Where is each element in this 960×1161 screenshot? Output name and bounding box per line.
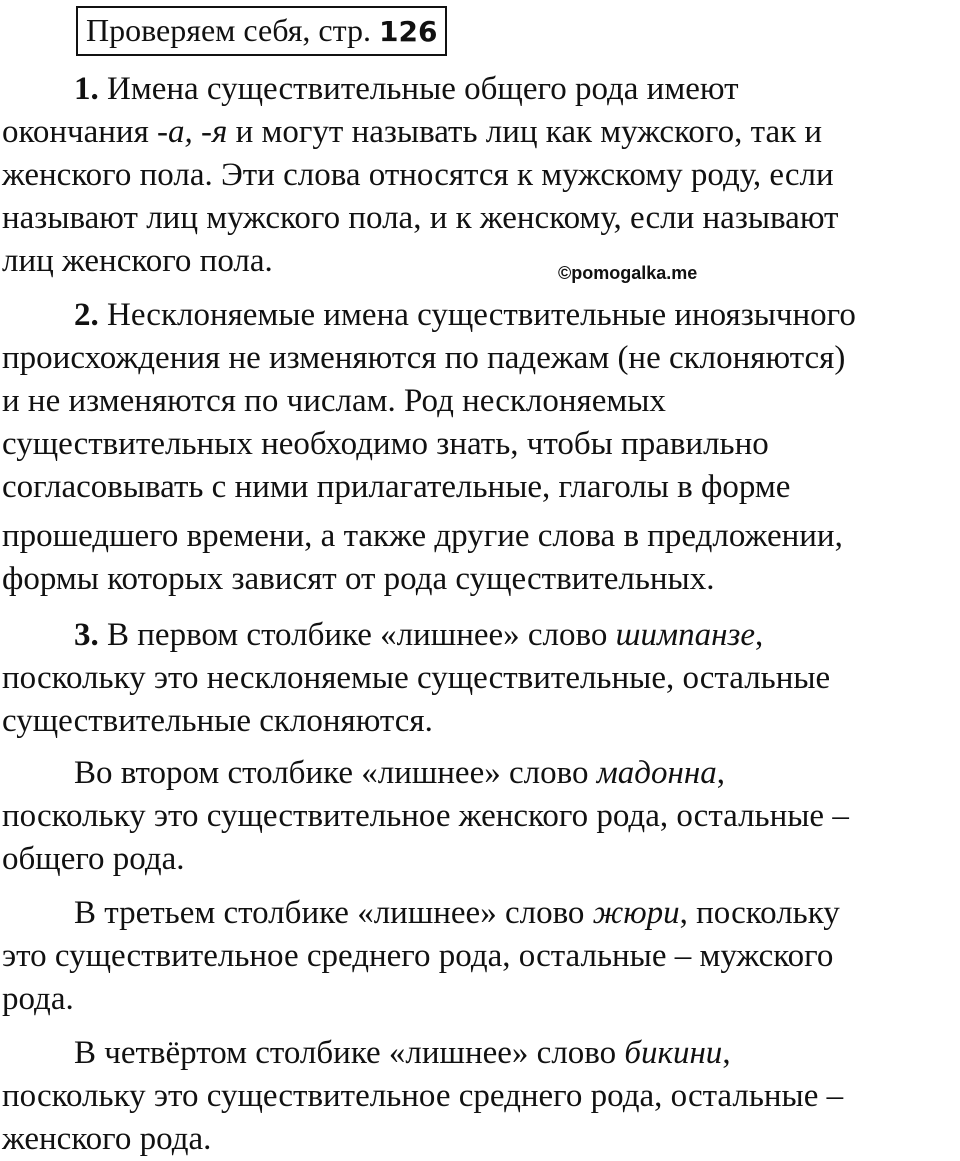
paragraph-1 [2, 68, 958, 283]
text-span: В третьем столбике «лишнее» слово [74, 895, 593, 931]
paragraph-2-line: существительных необходимо знать, чтобы правильно [2, 426, 769, 462]
paragraph-6-line [2, 1032, 958, 1075]
italic-term: жюри [592, 895, 680, 931]
paragraph-1-line [2, 68, 958, 111]
item-number: 1. [74, 71, 99, 107]
italic-term: -а, -я [157, 114, 228, 150]
text-span: В четвёртом столбике «лишнее» слово [74, 1035, 625, 1071]
paragraph-3 [2, 614, 958, 743]
text-span: , [722, 1035, 731, 1071]
text-span: В первом столбике «лишнее» слово [98, 617, 616, 653]
paragraph-2 [2, 294, 958, 601]
item-number: 3. [74, 617, 99, 653]
paragraph-2-line: прошедшего времени, а также другие слова в предложении, [2, 518, 843, 554]
paragraph-4-line [2, 752, 958, 795]
paragraph-2-line: формы которых зависят от рода существительных. [2, 561, 715, 597]
text-span: Несклоняемые имена существительные иноязычного [98, 297, 856, 333]
title-prefix: Проверяем себя, стр. [86, 12, 379, 48]
paragraph-2-line: согласовывать с ними прилагательные, глаголы в форме [2, 469, 791, 505]
paragraph-5 [2, 892, 958, 1021]
paragraph-5-line: рода. [2, 981, 74, 1017]
paragraph-2-line: происхождения не изменяются по падежам (не склоняются) [2, 340, 846, 376]
paragraph-4-line: общего рода. [2, 841, 185, 877]
italic-term: шимпанзе [615, 617, 755, 653]
paragraph-2-line: и не изменяются по числам. Род несклоняемых [2, 383, 666, 419]
paragraph-3-line: поскольку это несклоняемые существительные, остальные [2, 660, 831, 696]
text-span: окончания [2, 114, 158, 150]
paragraph-1-line [2, 111, 958, 154]
paragraph-5-line [2, 892, 958, 935]
text-span: , [716, 755, 725, 791]
paragraph-1-line: называют лиц мужского пола, и к женскому, если называют [2, 200, 839, 236]
paragraph-6-line: женского рода. [2, 1121, 212, 1157]
paragraph-3-line: существительные склоняются. [2, 703, 433, 739]
text-span: , [755, 617, 764, 653]
paragraph-3-line [2, 614, 958, 657]
title-page-number: 126 [378, 15, 438, 48]
text-span: Во втором столбике «лишнее» слово [74, 755, 597, 791]
paragraph-4-line: поскольку это существительное женского рода, остальные – [2, 798, 849, 834]
page-title [76, 6, 447, 56]
paragraph-2-line [2, 294, 958, 337]
italic-term: мадонна [596, 755, 717, 791]
watermark: ©pomogalka.me [558, 263, 698, 283]
paragraph-4 [2, 752, 958, 881]
paragraph-6 [2, 1032, 958, 1161]
paragraph-1-line: лиц женского пола. [2, 243, 273, 279]
italic-term: бикини [624, 1035, 723, 1071]
text-span: и могут называть лиц как мужского, так и [227, 114, 823, 150]
paragraph-6-line: поскольку это существительное среднего рода, остальные – [2, 1078, 844, 1114]
item-number: 2. [74, 297, 99, 333]
text-span: , поскольку [679, 895, 840, 931]
text-span: Имена существительные общего рода имеют [98, 71, 739, 107]
paragraph-5-line: это существительное среднего рода, остальные – мужского [2, 938, 834, 974]
paragraph-1-line: женского пола. Эти слова относятся к мужскому роду, если [2, 157, 834, 193]
